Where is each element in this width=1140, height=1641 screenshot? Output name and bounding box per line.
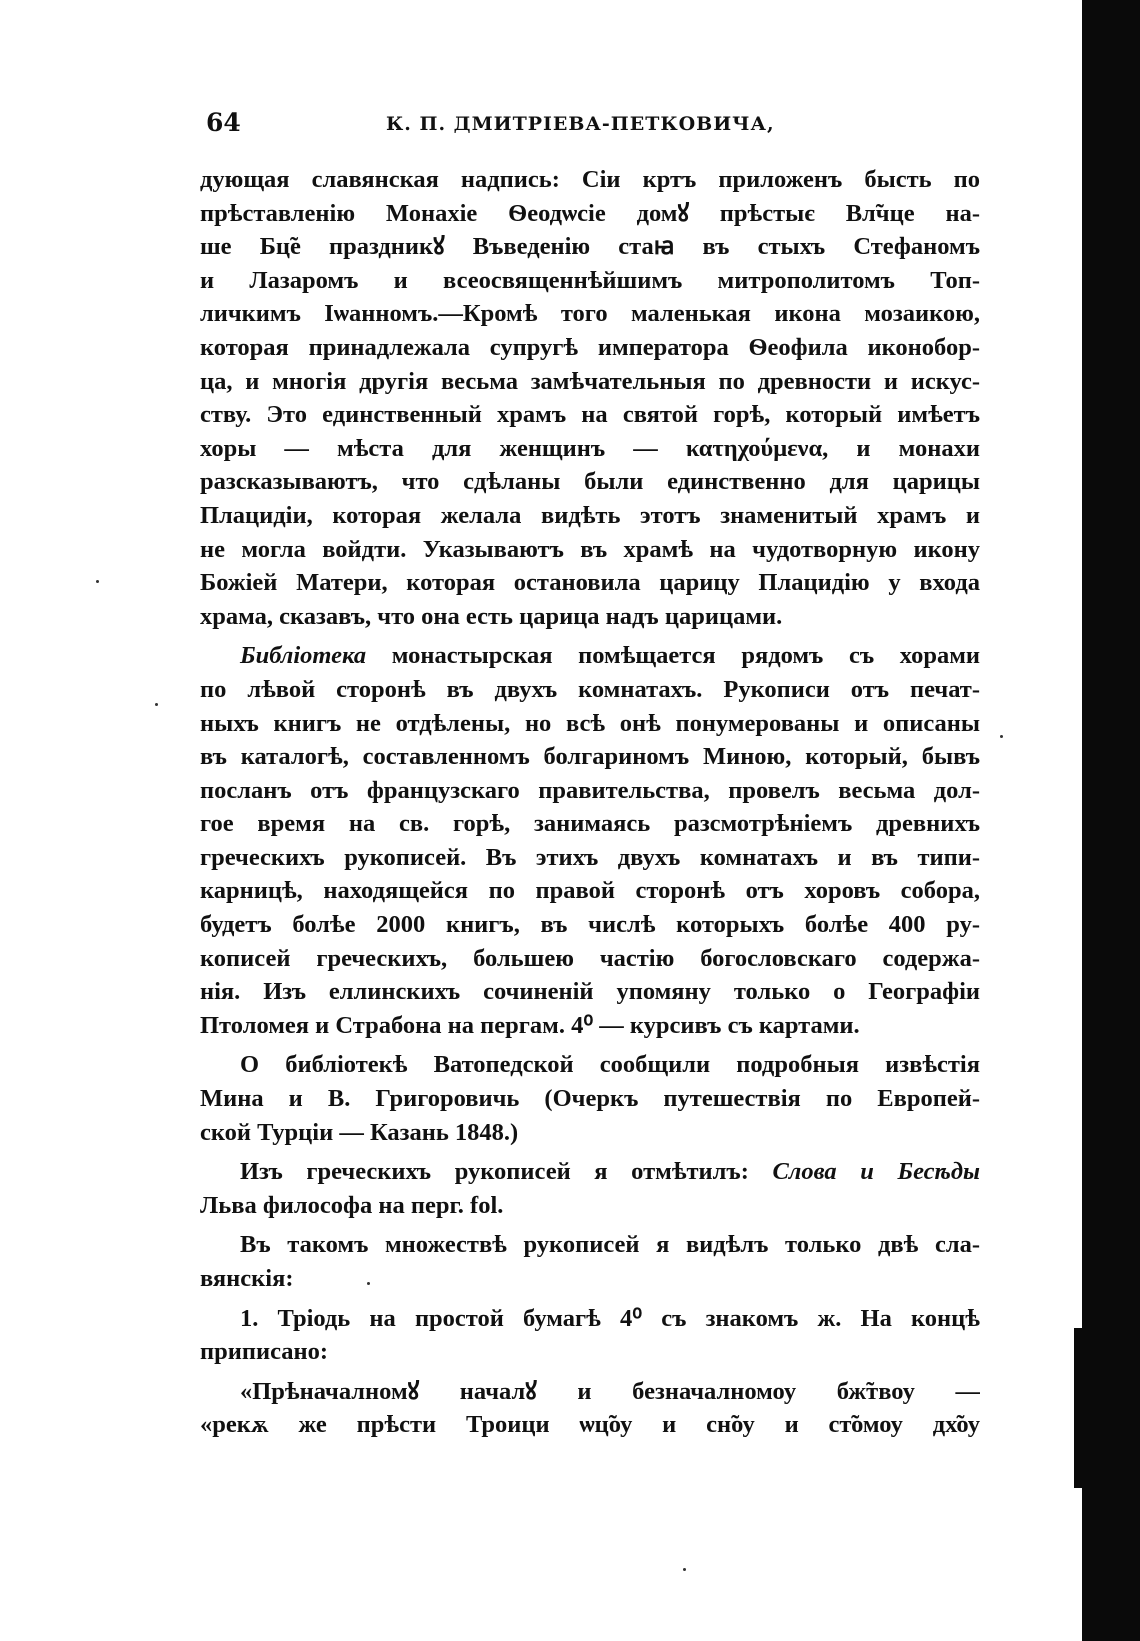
text-line: Льва философа на перг. fol. (200, 1191, 504, 1219)
running-head: К. П. ДМИТРІЕВА-ПЕТКОВИЧА, (386, 113, 775, 135)
text-line: Мина и В. Григоровичь (Очеркъ путешествія по Европей- (200, 1085, 980, 1113)
text-line: гое время на св. горѣ, занимаясь разсмотрѣніемъ древнихъ (200, 810, 980, 838)
text-line: разсказываютъ, что сдѣланы были единственно для царицы (200, 468, 980, 496)
text-line: вянскія: (200, 1265, 294, 1292)
text-line: «рекѫ же прѣсти Троици ѡц̃оу и сн̃оу и ст̃омоу дх̃оу (200, 1411, 980, 1439)
text-fragment: Изъ греческихъ рукописей я отмѣтилъ: (240, 1158, 773, 1186)
scan-edge-notch (1074, 1328, 1084, 1488)
text-line: Плацидіи, которая желала видѣть этотъ знаменитый храмъ и (200, 501, 980, 529)
text-line: ше Бц̃е праздникꙋ Въведенію стаꙗ въ стыхъ Стефаномъ (200, 233, 980, 261)
text-line: греческихъ рукописей. Въ этихъ двухъ комнатахъ и въ типи- (200, 843, 980, 871)
text-line (200, 1155, 980, 1189)
text-line: О библіотекѣ Ватопедской сообщили подробныя извѣстія (240, 1051, 980, 1079)
paragraph (200, 1302, 980, 1369)
text-line: Въ такомъ множествѣ рукописей я видѣлъ только двѣ сла- (240, 1231, 980, 1259)
page-header (206, 108, 976, 138)
text-fragment: монастырская помѣщается рядомъ съ хорами (366, 642, 980, 670)
text-line: храма, сказавъ, что она есть царица надъ царицами. (200, 602, 783, 630)
scan-speck (1000, 735, 1003, 738)
text-line: приписано: (200, 1338, 329, 1366)
scan-edge-shadow (1082, 0, 1140, 1641)
text-line: личкимъ Іѡанномъ.—Кромѣ того маленькая икона мозаикою, (200, 300, 980, 328)
text-line: ству. Это единственный храмъ на святой горѣ, который имѣетъ (200, 401, 980, 429)
text-line: дующая славянская надпись: Сіи кртъ приложенъ бысть по (200, 166, 980, 193)
text-line: Птоломея и Страбона на пергам. 4⁰ — курсивъ съ картами. (200, 1011, 860, 1039)
italic-lead: Библіотека (240, 642, 367, 670)
text-line: нія. Изъ еллинскихъ сочиненій упомяну только о Географіи (200, 978, 980, 1006)
text-line: карницѣ, находящейся по правой сторонѣ отъ хоровъ собора, (200, 877, 980, 905)
scan-speck (155, 703, 158, 706)
text-line: посланъ отъ французскаго правительства, провелъ весьма дол- (200, 776, 980, 804)
italic-title: Слова и Бесѣды (772, 1158, 980, 1186)
text-line: ныхъ книгъ не отдѣлены, но всѣ онѣ понумерованы и описаны (200, 709, 980, 737)
scan-speck (96, 580, 99, 583)
text-line: ца, и многія другія весьма замѣчательныя по древности и искус- (200, 367, 980, 395)
paragraph (200, 1228, 980, 1295)
text-line: Божіей Матери, которая остановила царицу Плацидію у входа (200, 569, 980, 597)
body-text (200, 163, 980, 1442)
text-line: не могла войдти. Указываютъ въ храмѣ на чудотворную икону (200, 535, 980, 563)
text-line: въ каталогѣ, составленномъ болгариномъ Миною, который, бывъ (200, 743, 980, 771)
text-line (200, 639, 980, 673)
text-line: кописей греческихъ, большею частію богословскаго содержа- (200, 944, 980, 972)
scan-speck (683, 1568, 686, 1571)
paragraph (200, 1048, 980, 1149)
text-line: «Прѣначалномꙋ началꙋ и безначалномоу бж̃твоу — (240, 1377, 980, 1405)
paragraph (200, 163, 980, 633)
text-line: хоры — мѣста для женщинъ — κατηχούμενα, и монахи (200, 434, 980, 462)
text-line: 1. Тріодь на простой бумагѣ 4⁰ съ знакомъ ж. На концѣ (240, 1304, 980, 1332)
paragraph (200, 1375, 980, 1442)
text-line: прѣставленію Монахіе Ѳеодѡсіе домꙋ прѣстыє Вл̃чце на- (200, 199, 980, 227)
text-line: ской Турціи — Казань 1848.) (200, 1118, 519, 1146)
paragraph (200, 639, 980, 1042)
paragraph (200, 1155, 980, 1222)
text-line: будетъ болѣе 2000 книгъ, въ числѣ которыхъ болѣе 400 ру- (200, 911, 980, 939)
scan-speck (367, 1282, 370, 1285)
text-line: по лѣвой сторонѣ въ двухъ комнатахъ. Рукописи отъ печат- (200, 675, 980, 703)
page-number: 64 (206, 108, 241, 137)
text-line: и Лазаромъ и всеосвященнѣйшимъ митрополитомъ Топ- (200, 266, 980, 294)
text-line: которая принадлежала супругѣ императора Ѳеофила иконобор- (200, 333, 980, 361)
